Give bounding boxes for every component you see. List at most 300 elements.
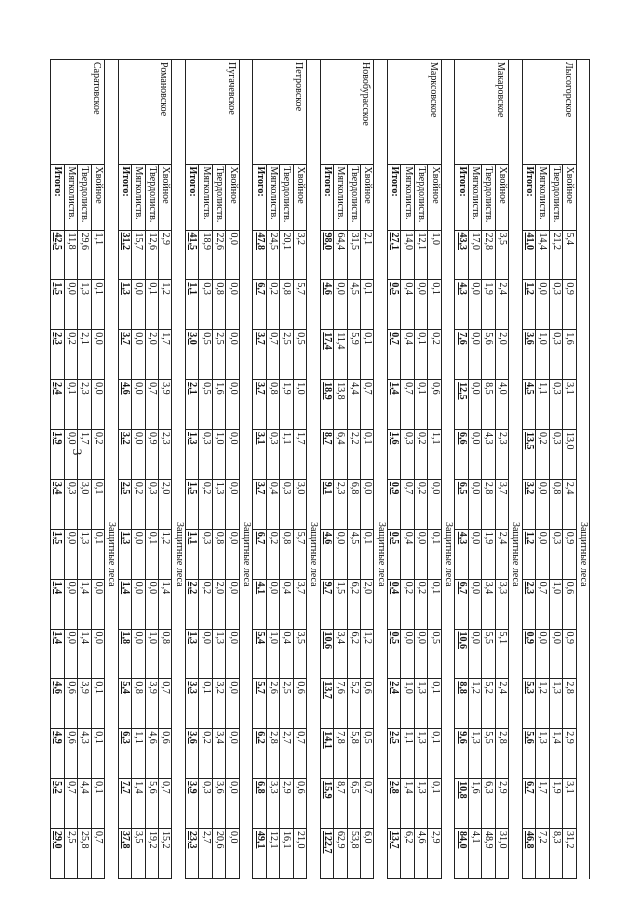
value-cell: 0,0: [414, 529, 427, 579]
total-row: [455, 60, 468, 879]
value-cell: 5,3: [522, 679, 535, 729]
category-spacer-cell: [239, 164, 252, 230]
value-cell: 8,8: [455, 679, 468, 729]
value-cell: 0,5: [387, 629, 400, 679]
value-cell: 46,8: [522, 829, 535, 879]
value-cell: 1,1: [536, 380, 549, 430]
category-spacer-cell: [105, 164, 118, 230]
value-cell: 98,0: [320, 230, 333, 280]
category-label: Итого:: [320, 164, 333, 230]
value-cell: 3,0: [185, 330, 198, 380]
value-cell: 1,3: [78, 280, 91, 330]
value-cell: 14,4: [536, 230, 549, 280]
value-cell: 0,0: [428, 479, 441, 529]
value-cell: 1,6: [563, 330, 576, 380]
value-cell: 47,8: [253, 230, 266, 280]
category-label: Мягколиств.: [468, 164, 481, 230]
value-cell: 0,4: [280, 579, 293, 629]
value-cell: 1,2: [468, 679, 481, 729]
value-cell: 3,4: [212, 729, 225, 779]
region-spacer-cell: [441, 60, 454, 165]
value-cell: 0,0: [266, 579, 279, 629]
value-cell: 0,7: [266, 330, 279, 380]
value-cell: 1,9: [482, 280, 495, 330]
category-label: Хвойное: [159, 164, 172, 230]
section-header-row: [307, 60, 320, 879]
value-cell: 24,5: [266, 230, 279, 280]
value-cell: 0,0: [64, 280, 77, 330]
value-cell: 2,9: [280, 779, 293, 829]
value-cell: 12,1: [266, 829, 279, 879]
value-cell: 1,3: [414, 729, 427, 779]
category-label: Хвойное: [293, 164, 306, 230]
section-header-row: [239, 60, 252, 879]
value-cell: 1,4: [118, 579, 131, 629]
section-header-row: [509, 60, 522, 879]
value-cell: 3,9: [185, 779, 198, 829]
value-cell: 31,2: [118, 230, 131, 280]
value-cell: 0,0: [361, 479, 374, 529]
value-cell: 3,7: [253, 330, 266, 380]
value-cell: 25,8: [78, 829, 91, 879]
value-cell: 0,3: [266, 430, 279, 480]
category-spacer-cell: [509, 164, 522, 230]
value-cell: 2,3: [51, 330, 65, 380]
value-cell: 8,7: [320, 430, 333, 480]
section-header-row: [172, 60, 185, 879]
value-cell: 0,0: [64, 529, 77, 579]
value-cell: 2,5: [280, 330, 293, 380]
data-row: [226, 60, 239, 879]
value-cell: 6,2: [347, 629, 360, 679]
value-cell: 1,7: [78, 430, 91, 480]
value-cell: 0,6: [428, 380, 441, 430]
value-cell: 6,3: [482, 779, 495, 829]
value-cell: 2,0: [159, 479, 172, 529]
value-cell: 0,0: [64, 430, 77, 480]
value-cell: 1,1: [185, 529, 198, 579]
value-cell: 0,2: [414, 430, 427, 480]
value-cell: 2,9: [563, 729, 576, 779]
data-row: [361, 60, 374, 879]
region-spacer-cell: [374, 60, 387, 165]
value-cell: 0,0: [334, 529, 347, 579]
value-cell: 0,0: [64, 629, 77, 679]
value-cell: 0,2: [64, 330, 77, 380]
value-cell: 0,4: [387, 579, 400, 629]
value-cell: 0,8: [159, 629, 172, 679]
value-cell: 4,5: [347, 280, 360, 330]
value-cell: 31,2: [563, 829, 576, 879]
value-cell: 2,7: [280, 729, 293, 779]
value-cell: 0,0: [132, 629, 145, 679]
value-cell: 21,2: [549, 230, 562, 280]
value-cell: 6,3: [118, 729, 131, 779]
value-cell: 6,2: [401, 829, 414, 879]
data-row: [428, 60, 441, 879]
category-label: Твердолиств.: [280, 164, 293, 230]
value-cell: 1,7: [159, 330, 172, 380]
region-name: Новобурасское: [320, 60, 374, 165]
region-name: Макаровское: [455, 60, 509, 165]
value-cell: 0,2: [266, 529, 279, 579]
value-cell: 1,3: [212, 479, 225, 529]
value-cell: 0,4: [401, 280, 414, 330]
value-cell: 1,3: [118, 280, 131, 330]
value-cell: 1,5: [185, 479, 198, 529]
category-label: Итого:: [118, 164, 131, 230]
value-cell: 1,9: [51, 430, 65, 480]
category-spacer-cell: [374, 164, 387, 230]
category-label: Мягколиств.: [536, 164, 549, 230]
value-cell: 6,2: [347, 579, 360, 629]
value-cell: 0,1: [361, 330, 374, 380]
value-cell: 0,7: [387, 330, 400, 380]
value-cell: 1,3: [78, 529, 91, 579]
value-cell: 1,4: [51, 629, 65, 679]
value-cell: 1,7: [293, 430, 306, 480]
value-cell: 0,0: [91, 579, 104, 629]
value-cell: 0,1: [145, 529, 158, 579]
value-cell: 4,5: [522, 380, 535, 430]
total-row: [51, 60, 65, 879]
value-cell: 22,6: [212, 230, 225, 280]
value-cell: 0,1: [428, 679, 441, 729]
category-label: Мягколиств.: [266, 164, 279, 230]
total-row: [387, 60, 400, 879]
value-cell: 1,2: [522, 529, 535, 579]
value-cell: 1,4: [78, 579, 91, 629]
category-label: Итого:: [51, 164, 65, 230]
value-cell: 1,5: [51, 280, 65, 330]
value-cell: 5,6: [482, 330, 495, 380]
value-cell: 2,1: [78, 330, 91, 380]
value-cell: 0,0: [226, 280, 239, 330]
section-header-row: [441, 60, 454, 879]
value-cell: 0,0: [468, 479, 481, 529]
value-cell: 0,5: [293, 330, 306, 380]
region-spacer-cell: [307, 60, 320, 165]
data-row: [280, 60, 293, 879]
value-cell: 2,0: [145, 330, 158, 380]
value-cell: 0,0: [226, 430, 239, 480]
value-cell: 6,8: [347, 479, 360, 529]
value-cell: 1,0: [549, 579, 562, 629]
value-cell: 8,7: [334, 779, 347, 829]
value-cell: 41,0: [522, 230, 535, 280]
value-cell: 0,0: [226, 729, 239, 779]
value-cell: 0,0: [334, 280, 347, 330]
value-cell: 1,6: [387, 430, 400, 480]
value-cell: 0,1: [361, 430, 374, 480]
value-cell: 2,3: [78, 380, 91, 430]
value-cell: 16,1: [280, 829, 293, 879]
value-cell: 122,7: [320, 829, 333, 879]
value-cell: 0,0: [91, 629, 104, 679]
value-cell: 49,1: [253, 829, 266, 879]
value-cell: 0,2: [199, 579, 212, 629]
value-cell: 1,7: [536, 779, 549, 829]
value-cell: 1,4: [159, 579, 172, 629]
value-cell: 0,9: [563, 529, 576, 579]
value-cell: 3,3: [185, 679, 198, 729]
value-cell: 0,8: [280, 280, 293, 330]
value-cell: 20,6: [212, 829, 225, 879]
value-cell: 3,3: [266, 779, 279, 829]
value-cell: 3,7: [293, 579, 306, 629]
category-label: Итого:: [387, 164, 400, 230]
category-label: Хвойное: [91, 164, 104, 230]
value-cell: 0,7: [361, 380, 374, 430]
value-cell: 0,8: [266, 380, 279, 430]
category-label: Итого:: [253, 164, 266, 230]
value-cell: 6,8: [253, 779, 266, 829]
category-label: Твердолиств.: [145, 164, 158, 230]
value-cell: 2,7: [199, 829, 212, 879]
value-cell: 1,0: [401, 679, 414, 729]
value-cell: 0,9: [563, 629, 576, 679]
value-cell: 6,2: [253, 729, 266, 779]
category-label: Твердолиств.: [482, 164, 495, 230]
value-cell: 13,8: [334, 380, 347, 430]
value-cell: 0,1: [91, 529, 104, 579]
value-cell: 2,2: [185, 579, 198, 629]
value-cell: 2,2: [347, 430, 360, 480]
section-header: Защитные леса: [576, 230, 589, 879]
data-row: [78, 60, 91, 879]
value-cell: 0,0: [468, 579, 481, 629]
value-cell: 3,6: [212, 779, 225, 829]
value-cell: 0,1: [428, 779, 441, 829]
value-cell: 0,1: [199, 679, 212, 729]
value-cell: 0,1: [91, 479, 104, 529]
value-cell: 0,1: [91, 280, 104, 330]
value-cell: 2,4: [387, 679, 400, 729]
value-cell: 9,7: [320, 579, 333, 629]
category-label: Мягколиств.: [401, 164, 414, 230]
value-cell: 0,0: [132, 430, 145, 480]
value-cell: 0,1: [428, 280, 441, 330]
value-cell: 0,3: [64, 479, 77, 529]
value-cell: 4,0: [495, 380, 508, 430]
value-cell: 0,0: [468, 280, 481, 330]
value-cell: 17,4: [320, 330, 333, 380]
value-cell: 0,6: [64, 729, 77, 779]
section-header: Защитные леса: [441, 230, 454, 879]
category-label: Мягколиств.: [64, 164, 77, 230]
section-header: Защитные леса: [239, 230, 252, 879]
value-cell: 1,4: [401, 779, 414, 829]
category-spacer-cell: [307, 164, 320, 230]
value-cell: 0,7: [91, 829, 104, 879]
value-cell: 1,3: [536, 729, 549, 779]
value-cell: 5,5: [482, 629, 495, 679]
value-cell: 5,9: [347, 330, 360, 380]
value-cell: 1,2: [159, 529, 172, 579]
value-cell: 1,3: [185, 629, 198, 679]
value-cell: 11,4: [334, 330, 347, 380]
region-spacer-cell: [576, 60, 589, 165]
value-cell: 10,8: [455, 779, 468, 829]
value-cell: 0,0: [536, 479, 549, 529]
data-row: [212, 60, 225, 879]
value-cell: 1,3: [212, 629, 225, 679]
value-cell: 0,2: [199, 479, 212, 529]
value-cell: 0,3: [549, 380, 562, 430]
value-cell: 0,7: [64, 779, 77, 829]
value-cell: 3,1: [563, 779, 576, 829]
value-cell: 0,6: [293, 779, 306, 829]
value-cell: 0,1: [428, 579, 441, 629]
value-cell: 62,9: [334, 829, 347, 879]
value-cell: 29,0: [51, 829, 65, 879]
value-cell: 3,7: [253, 479, 266, 529]
value-cell: 7,6: [334, 679, 347, 729]
value-cell: 0,1: [414, 380, 427, 430]
value-cell: 1,2: [536, 679, 549, 729]
value-cell: 0,3: [549, 430, 562, 480]
value-cell: 0,5: [361, 729, 374, 779]
section-header: Защитные леса: [172, 230, 185, 879]
value-cell: 11,8: [64, 230, 77, 280]
value-cell: 13,5: [522, 430, 535, 480]
value-cell: 1,3: [549, 679, 562, 729]
value-cell: 4,6: [320, 529, 333, 579]
value-cell: 5,4: [118, 679, 131, 729]
value-cell: 0,2: [199, 729, 212, 779]
value-cell: 6,7: [253, 280, 266, 330]
value-cell: 0,6: [159, 729, 172, 779]
value-cell: 0,5: [199, 330, 212, 380]
value-cell: 0,0: [199, 629, 212, 679]
value-cell: 3,3: [495, 579, 508, 629]
value-cell: 0,5: [428, 629, 441, 679]
value-cell: 10,6: [320, 629, 333, 679]
value-cell: 1,3: [414, 679, 427, 729]
value-cell: 4,6: [414, 829, 427, 879]
value-cell: 1,0: [293, 380, 306, 430]
value-cell: 0,0: [226, 679, 239, 729]
value-cell: 4,3: [455, 280, 468, 330]
value-cell: 41,5: [185, 230, 198, 280]
value-cell: 4,3: [482, 430, 495, 480]
total-row: [522, 60, 535, 879]
value-cell: 0,8: [132, 679, 145, 729]
value-cell: 0,2: [414, 579, 427, 629]
data-row: [414, 60, 427, 879]
value-cell: 0,6: [361, 679, 374, 729]
value-cell: 1,1: [280, 430, 293, 480]
value-cell: 2,3: [159, 430, 172, 480]
value-cell: 0,0: [132, 529, 145, 579]
value-cell: 0,0: [132, 330, 145, 380]
value-cell: 0,8: [212, 529, 225, 579]
value-cell: 4,6: [51, 679, 65, 729]
value-cell: 3,4: [334, 629, 347, 679]
value-cell: 0,0: [132, 579, 145, 629]
value-cell: 1,9: [549, 779, 562, 829]
region-name: Пугачевское: [185, 60, 239, 165]
value-cell: 4,4: [347, 380, 360, 430]
value-cell: 53,8: [347, 829, 360, 879]
value-cell: 4,3: [78, 729, 91, 779]
region-spacer-cell: [239, 60, 252, 165]
value-cell: 0,2: [428, 330, 441, 380]
value-cell: 0,2: [91, 430, 104, 480]
value-cell: 2,8: [495, 729, 508, 779]
value-cell: 1,3: [468, 729, 481, 779]
data-row: [495, 60, 508, 879]
value-cell: 0,1: [361, 280, 374, 330]
value-cell: 14,0: [401, 230, 414, 280]
value-cell: 3,6: [522, 330, 535, 380]
value-cell: 0,0: [536, 629, 549, 679]
value-cell: 0,1: [414, 330, 427, 380]
value-cell: 1,0: [145, 629, 158, 679]
value-cell: 1,9: [482, 529, 495, 579]
value-cell: 1,8: [118, 629, 131, 679]
value-cell: 5,7: [293, 529, 306, 579]
value-cell: 0,0: [414, 280, 427, 330]
value-cell: 0,0: [468, 629, 481, 679]
value-cell: 4,9: [51, 729, 65, 779]
value-cell: 5,2: [51, 779, 65, 829]
value-cell: 0,0: [226, 629, 239, 679]
value-cell: 6,6: [455, 430, 468, 480]
value-cell: 7,8: [334, 729, 347, 779]
category-label: Хвойное: [428, 164, 441, 230]
value-cell: 6,4: [334, 430, 347, 480]
value-cell: 2,5: [118, 479, 131, 529]
value-cell: 0,1: [64, 380, 77, 430]
data-row: [401, 60, 414, 879]
value-cell: 2,3: [334, 479, 347, 529]
value-cell: 3,5: [293, 629, 306, 679]
value-cell: 3,7: [253, 380, 266, 430]
value-cell: 1,3: [118, 529, 131, 579]
total-row: [185, 60, 198, 879]
data-row: [482, 60, 495, 879]
category-label: Твердолиств.: [212, 164, 225, 230]
category-label: Хвойное: [226, 164, 239, 230]
value-cell: 0,0: [145, 579, 158, 629]
value-cell: 2,8: [387, 779, 400, 829]
category-label: Твердолиств.: [78, 164, 91, 230]
section-header-row: [105, 60, 118, 879]
section-header: Защитные леса: [105, 230, 118, 879]
value-cell: 5,4: [253, 629, 266, 679]
value-cell: 1,0: [536, 330, 549, 380]
value-cell: 2,9: [495, 779, 508, 829]
value-cell: 0,4: [280, 629, 293, 679]
value-cell: 5,4: [563, 230, 576, 280]
value-cell: 27,1: [387, 230, 400, 280]
region-spacer-cell: [509, 60, 522, 165]
value-cell: 7,2: [536, 829, 549, 879]
value-cell: 1,1: [185, 280, 198, 330]
value-cell: 0,0: [91, 380, 104, 430]
value-cell: 0,6: [64, 679, 77, 729]
value-cell: 6,7: [455, 579, 468, 629]
value-cell: 0,7: [159, 679, 172, 729]
category-label: Мягколиств.: [199, 164, 212, 230]
value-cell: 2,6: [266, 679, 279, 729]
value-cell: 1,9: [280, 380, 293, 430]
value-cell: 3,0: [78, 479, 91, 529]
value-cell: 0,3: [401, 430, 414, 480]
category-spacer-cell: [576, 164, 589, 230]
value-cell: 2,9: [428, 829, 441, 879]
